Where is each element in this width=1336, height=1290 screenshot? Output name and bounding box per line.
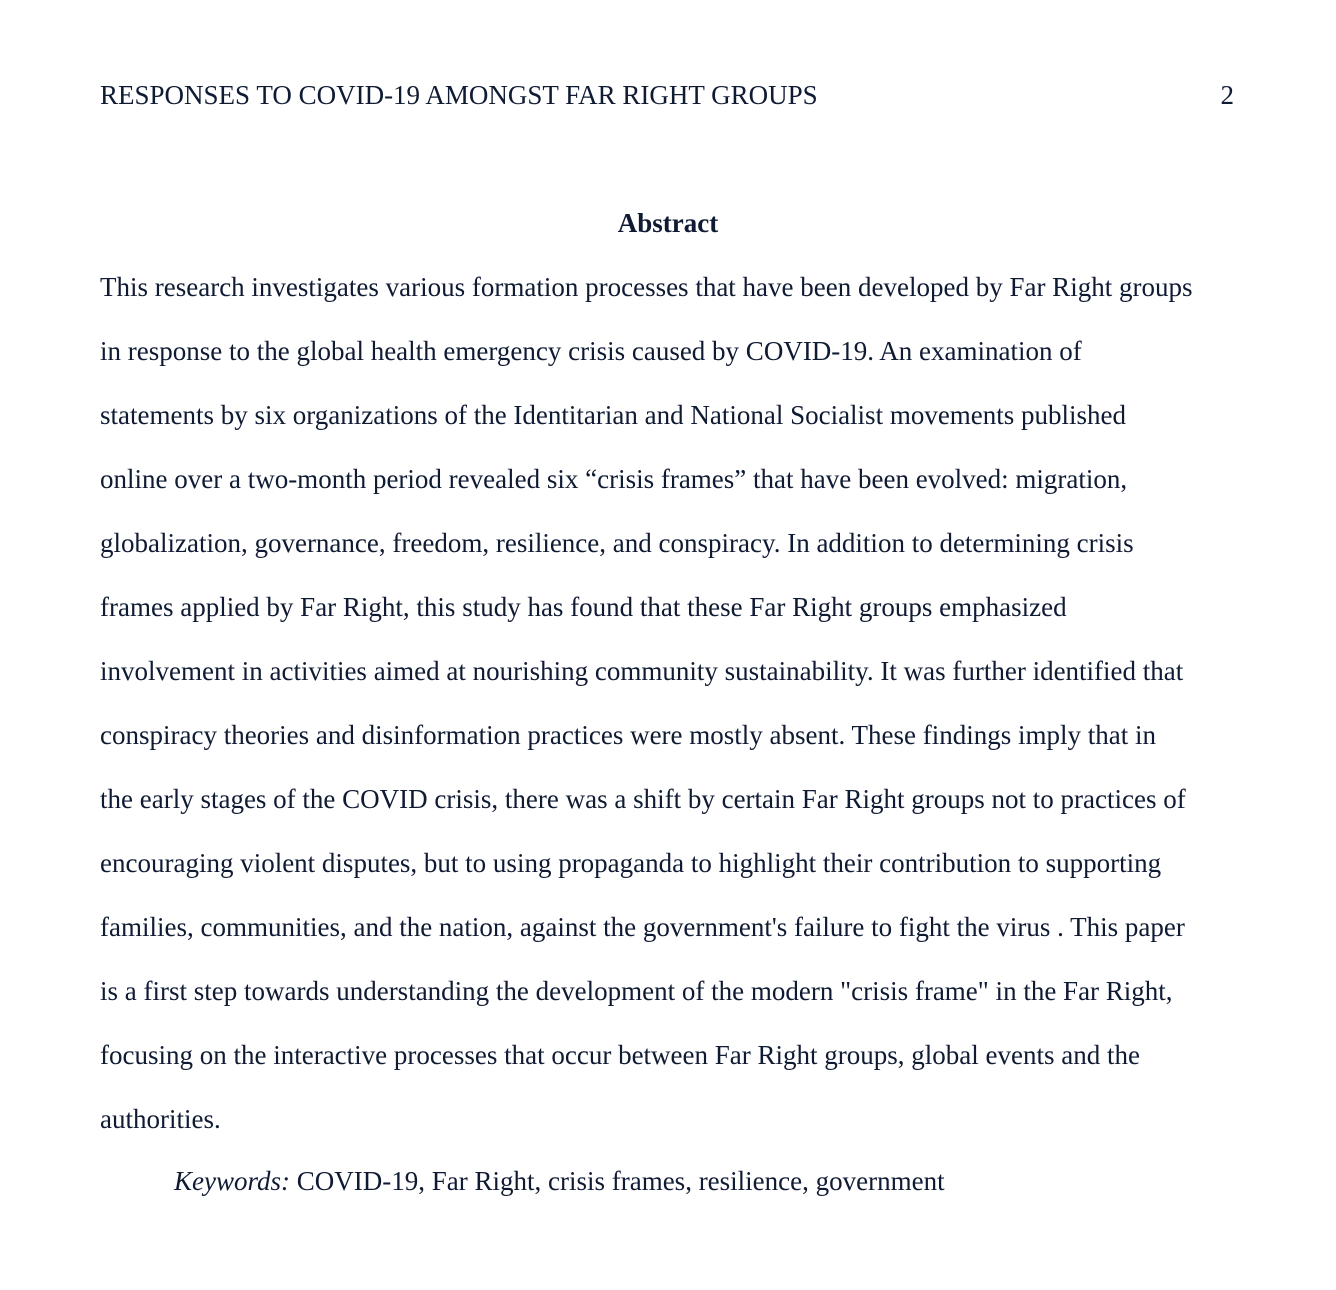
keywords-label: Keywords: <box>174 1166 290 1196</box>
abstract-line: families, communities, and the nation, against the government's failure to fight the virus . This paper <box>100 912 1185 942</box>
abstract-body <box>100 270 1240 1166</box>
abstract-line: statements by six organizations of the Identitarian and National Socialist movements published <box>100 400 1127 430</box>
keywords-line <box>174 1164 945 1198</box>
keywords-text: COVID-19, Far Right, crisis frames, resilience, government <box>290 1166 945 1196</box>
abstract-line: focusing on the interactive processes that occur between Far Right groups, global events and the <box>100 1040 1140 1070</box>
abstract-line: encouraging violent disputes, but to using propaganda to highlight their contribution to supporting <box>100 848 1162 878</box>
abstract-line: in response to the global health emergency crisis caused by COVID-19. An examination of <box>100 336 1082 366</box>
abstract-line: involvement in activities aimed at nourishing community sustainability. It was further identified that <box>100 656 1184 686</box>
abstract-line: frames applied by Far Right, this study has found that these Far Right groups emphasized <box>100 592 1067 622</box>
abstract-line: globalization, governance, freedom, resilience, and conspiracy. In addition to determining crisis <box>100 528 1134 558</box>
abstract-line: the early stages of the COVID crisis, there was a shift by certain Far Right groups not to practices of <box>100 784 1186 814</box>
running-head: RESPONSES TO COVID-19 AMONGST FAR RIGHT GROUPS <box>100 80 818 110</box>
abstract-heading: Abstract <box>617 208 719 238</box>
abstract-line: authorities. <box>100 1104 221 1134</box>
abstract-line: conspiracy theories and disinformation practices were mostly absent. These findings imply that in <box>100 720 1156 750</box>
abstract-line: online over a two-month period revealed six “crisis frames” that have been evolved: migration, <box>100 464 1128 494</box>
page-number: 2 <box>1220 80 1234 110</box>
abstract-line: This research investigates various formation processes that have been developed by Far Right groups <box>100 272 1193 302</box>
abstract-line: is a first step towards understanding the development of the modern "crisis frame" in the Far Right, <box>100 976 1173 1006</box>
